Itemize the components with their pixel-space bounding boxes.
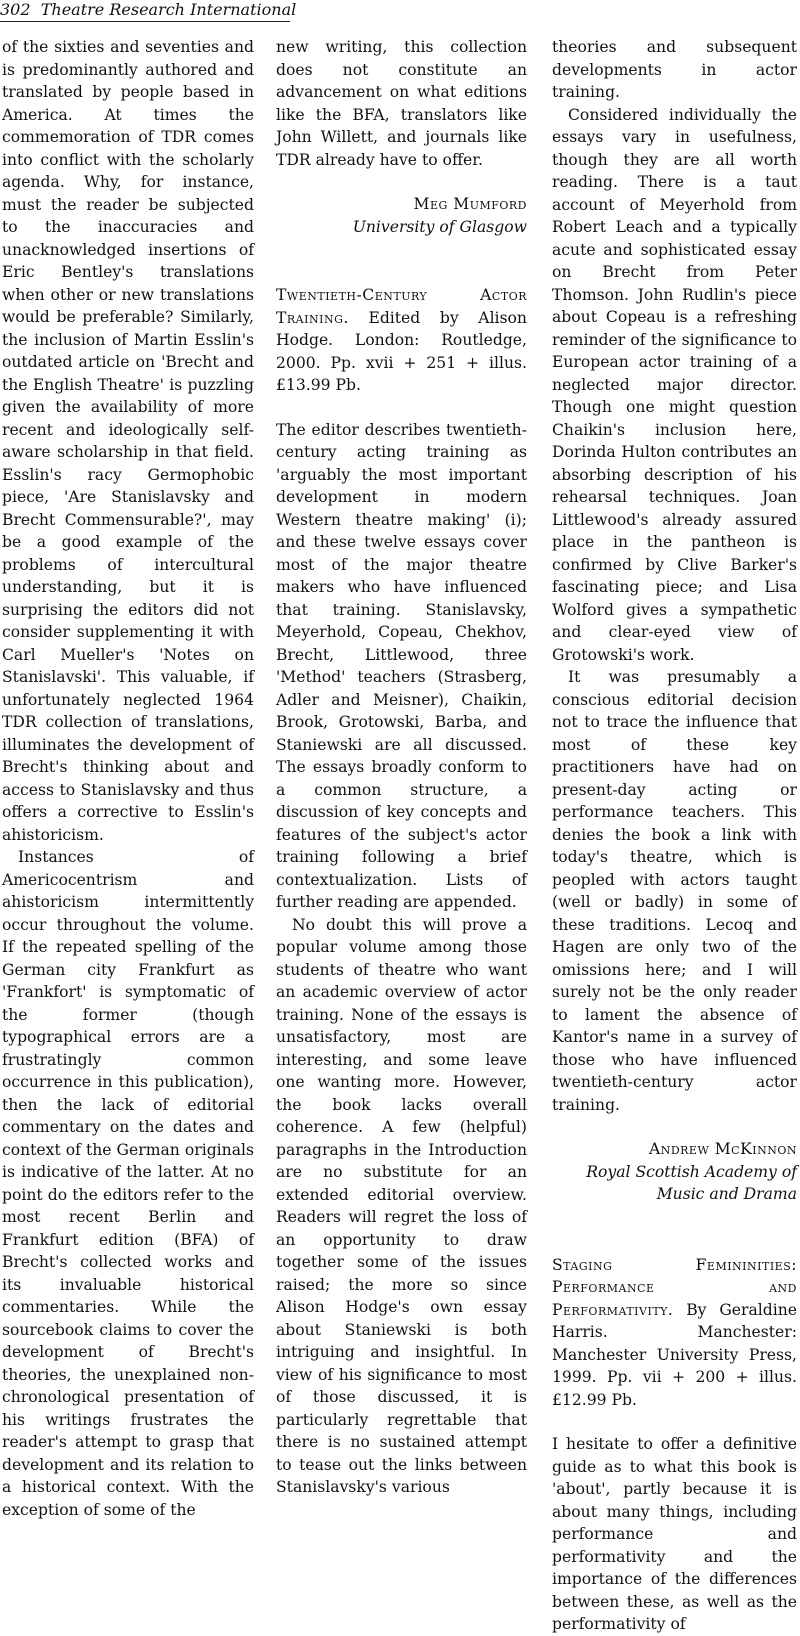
review-paragraph: Instances of Americocentrism and ahistoricism intermittently occur throughout the volume. If the repeated spelling of the German city Frankfurt as 'Frankfort' is symptomatic of the former (though typographical errors are a frustratingly common occurrence in this publication), then the lack of editorial commentary on the dates and context of the German originals is indicative of the latter. At no point do the editors refer to the most recent Berlin and Frankfurt edition (BFA) of Brecht's collected works and its invaluable historical commentaries. While the sourcebook claims to cover the development of Brecht's theories, the unexplained non-chronological presentation of his writings frustrates the reader's attempt to grasp that development and its relation to a historical context. With the exception of some of the — [2, 848, 254, 1519]
review-continuation: theories and subsequent developments in actor training. — [552, 38, 797, 101]
reviewer-affiliation: University of Glasgow — [352, 217, 527, 236]
running-head — [0, 0, 800, 22]
review-continuation: new writing, this collection does not constitute an advancement on what editions like the BFA, translators like John Willett, and journals like TDR already have to offer. — [276, 38, 527, 169]
journal-title: Theatre Research International — [40, 0, 297, 19]
reviewer-signature — [276, 193, 527, 238]
review-paragraph: I hesitate to offer a definitive guide as to what this book is 'about', partly because it is about many things, including performance and performativity and the importance of the differences between these, as well as the performativity of — [552, 1435, 797, 1633]
review-paragraph: It was presumably a conscious editorial decision not to trace the influence that most of these key practitioners have had on present-day acting or performance teachers. This denies the book a link with today's theatre, which is peopled with actors taught (well or badly) in some of these traditions. Lecoq and Hagen are only two of the omissions here; and I will surely not be the only reader to lament the absence of Kantor's name in a survey of those who have influenced twentieth-century actor training. — [552, 668, 797, 1114]
book-title: Staging Femininities: Performance and Performativity. — [552, 1255, 797, 1319]
book-entry — [276, 284, 527, 397]
column-2 — [276, 36, 527, 1496]
book-title: Twentieth-Century Actor Training. — [276, 286, 527, 327]
review-paragraph: of the sixties and seventies and is predominantly authored and translated by people based in America. At times the commemoration of TDR comes into conflict with the scholarly agenda. Why, for instance, must the reader be subjected to the inaccuracies and unacknowledged insertions of Eric Bentley's translations when other or new translations would be preferable? Similarly, the inclusion of Martin Esslin's outdated article on 'Brecht and the English Theatre' is puzzling given the availability of more recent and ideologically self-aware scholarship in that field. Esslin's racy Germophobic piece, 'Are Stanislavsky and Brecht Commensurable?', may be a good example of the problems of intercultural understanding, but it is surprising the editors did not consider supplementing it with Carl Mueller's 'Notes on Stanislavski'. This valuable, if unfortunately neglected 1964 TDR collection of translations, illuminates the development of Brecht's thinking about and access to Stanislavsky and thus offers a corrective to Esslin's ahistoricism. — [2, 38, 254, 844]
reviewer-affiliation: Royal Scottish Academy of Music and Drama — [586, 1162, 797, 1203]
book-details: By Geraldine Harris. Manchester: Manchester University Press, 1999. Pp. vii + 200 + illus. £12.99 Pb. — [552, 1300, 797, 1409]
reviewer-name: Andrew McKinnon — [648, 1140, 797, 1158]
review-paragraph: No doubt this will prove a popular volume among those students of theatre who want an academic overview of actor training. None of the essays is unsatisfactory, most are interesting, and some leave one wanting more. However, the book lacks overall coherence. A few (helpful) paragraphs in the Introduction are no substitute for an extended editorial overview. Readers will regret the loss of an opportunity to draw together some of the issues raised; the more so since Alison Hodge's own essay about Staniewski is both intriguing and insightful. In view of his significance to most of those discussed, it is particularly regrettable that there is no sustained attempt to tease out the links between Stanislavsky's various — [276, 915, 527, 1496]
review-paragraph: The editor describes twentieth-century acting training as 'arguably the most important development in modern Western theatre making' (i); and these twelve essays cover most of the major theatre makers who have influenced that training. Stanislavsky, Meyerhold, Copeau, Chekhov, Brecht, Littlewood, three 'Method' teachers (Strasberg, Adler and Meisner), Chaikin, Brook, Grotowski, Barba, and Staniewski are all discussed. The essays broadly conform to a common structure, a discussion of key concepts and features of the subject's actor training following a brief contextualization. Lists of further reading are appended. — [276, 420, 527, 911]
review-paragraph: Considered individually the essays vary in usefulness, though they are all worth reading. There is a taut account of Meyerhold from Robert Leach and a typically acute and sophisticated essay on Brecht from Peter Thomson. John Rudlin's piece about Copeau is a refreshing reminder of the significance to European actor training of a neglected major director. Though one might question Chaikin's inclusion here, Dorinda Hulton contributes an absorbing description of his rehearsal techniques. Joan Littlewood's already assured place in the pantheon is confirmed by Clive Barker's fascinating piece; and Lisa Wolford gives a sympathetic and clear-eyed view of Grotowski's work. — [552, 105, 797, 664]
column-1 — [2, 36, 254, 1519]
column-3 — [552, 36, 797, 1633]
reviewer-name: Meg Mumford — [413, 195, 527, 213]
reviewer-signature — [552, 1138, 797, 1206]
header-rule — [0, 21, 290, 22]
page-number: 302 — [0, 0, 31, 19]
book-entry — [552, 1254, 797, 1412]
book-details: Edited by Alison Hodge. London: Routledge, 2000. Pp. xvii + 251 + illus. £13.99 Pb. — [276, 308, 527, 394]
